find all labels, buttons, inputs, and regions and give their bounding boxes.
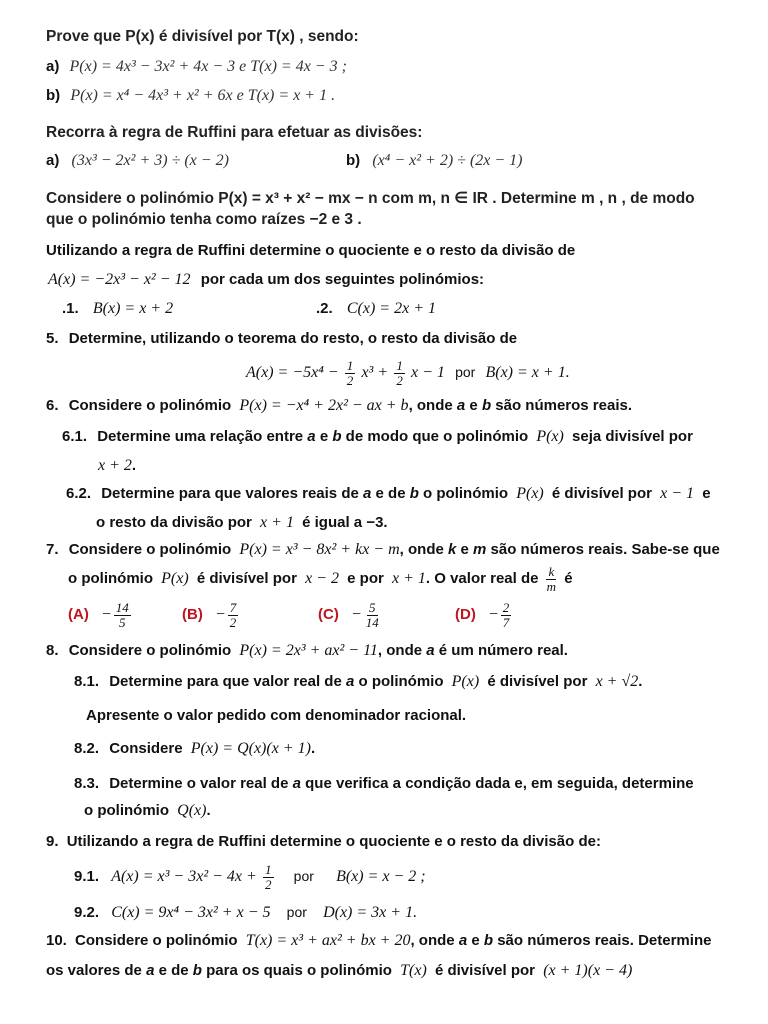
block4-item1 — [62, 299, 173, 319]
q6-1-text-b: de modo que o polinómio — [345, 428, 529, 445]
q7-option-c-sign: − — [351, 606, 362, 623]
q7-frac-num: k — [548, 563, 555, 579]
q7-text-c: são números reais. Sabe-se que — [490, 541, 720, 558]
q9-2-label: 9.2. — [74, 904, 100, 921]
q5-expr-c: x − 1 — [410, 364, 445, 381]
q6-text-a: Considere o polinómio — [68, 397, 232, 414]
q10-line2-var-a: a — [146, 962, 155, 979]
q6-e: e — [469, 397, 478, 414]
q7-option-b-sign: − — [215, 606, 226, 623]
q7-option-c-num: 5 — [369, 599, 376, 615]
q6-2-div: x − 1 — [660, 485, 695, 502]
q6-2-var-b: b — [409, 485, 419, 502]
q7-option-a-label: (A) — [68, 606, 89, 623]
q8-1-text-c: é divisível por — [487, 673, 588, 690]
q7-option-d-den: 7 — [502, 614, 510, 630]
block1-item-a — [46, 57, 347, 77]
q7-line2-a: o polinómio — [68, 570, 153, 587]
q8-1-var-a: a — [345, 673, 355, 690]
q7-option-d-frac — [501, 601, 512, 630]
block1-b-label: b) — [46, 87, 61, 104]
q8-3-text-b: que verifica a condição dada e, em seguida, determine — [305, 775, 694, 792]
q9-line1 — [46, 832, 601, 852]
q7-text-b: , onde — [399, 541, 444, 558]
q8-3-text: Determine o valor real de — [109, 775, 289, 792]
q6-1-label: 6.1. — [62, 428, 88, 445]
q8-2-end: . — [310, 740, 316, 757]
q6-2-line2 — [96, 513, 388, 533]
q9-text: Utilizando a regra de Ruffini determine o quociente e o resto da divisão de: — [66, 833, 601, 850]
q10-line1 — [46, 931, 711, 951]
q7-option-b[interactable] — [182, 598, 240, 632]
q6-1-text-c: seja divisível por — [572, 428, 693, 445]
q8-1-text-b: o polinómio — [358, 673, 444, 690]
q7-option-b-num: 7 — [229, 599, 237, 615]
q5-expr-b: x³ + — [361, 364, 389, 381]
q7-option-d-sign: − — [488, 606, 499, 623]
q8-1-line1 — [74, 672, 642, 692]
q7-option-a-den: 5 — [119, 614, 126, 630]
q8-label: 8. — [46, 642, 59, 659]
block4-line1: Utilizando a regra de Ruffini determine o quociente e o resto da divisão de — [46, 242, 576, 259]
q10-e: e — [471, 932, 480, 949]
block4-poly: A(x) = −2x³ − x² − 12 — [48, 271, 191, 288]
q9-1-expr-b: B(x) = x − 2 ; — [336, 868, 426, 885]
q9-2-expr-b: D(x) = 3x + 1. — [323, 904, 418, 921]
q9-1-label: 9.1. — [74, 868, 100, 885]
q6-1-end: . — [131, 457, 137, 474]
q10-tx: T(x) — [400, 962, 427, 979]
q10-text-a: Considere o polinómio — [75, 932, 238, 949]
block3-line2: que o polinómio tenha como raízes −2 e 3 . — [46, 211, 362, 228]
q6-2-text-c: o polinómio — [423, 485, 509, 502]
block3-line1: Considere o polinómio P(x) = x³ + x² − mx − n com m, n ∈ IR . Determine m , n , de modo — [46, 190, 695, 207]
q10-div: (x + 1)(x − 4) — [543, 962, 633, 979]
q6-1-var-a: a — [307, 428, 316, 445]
q6-label: 6. — [46, 397, 59, 414]
q6-2-text-d: é divisível por — [551, 485, 652, 502]
q7-option-c-den: 14 — [365, 614, 379, 630]
q7-line2-d: . O valor real de — [425, 570, 539, 587]
q5-frac1 — [345, 359, 356, 388]
q6-2-div2: x + 1 — [260, 514, 294, 531]
q7-option-b-den: 2 — [229, 614, 237, 630]
q6-1-div: x + 2 — [98, 457, 132, 474]
q8-var-a: a — [426, 642, 435, 659]
q6-1-px: P(x) — [536, 428, 564, 445]
q6-1-var-b: b — [332, 428, 342, 445]
q8-3-var-a: a — [292, 775, 301, 792]
q7-frac-den: m — [546, 578, 557, 594]
q8-3-label: 8.3. — [74, 775, 100, 792]
q8-3-line2-text: o polinómio — [84, 802, 169, 819]
q6-2-line1 — [66, 484, 711, 504]
block4-line2 — [48, 270, 484, 290]
q8-2-line — [74, 739, 315, 759]
q8-expr: P(x) = 2x³ + ax² − 11 — [239, 642, 378, 659]
q9-1-frac-num: 1 — [265, 861, 272, 877]
q9-label: 9. — [46, 833, 59, 850]
q6-1-text-a: Determine uma relação entre — [97, 428, 304, 445]
block4-item1-expr: B(x) = x + 2 — [92, 300, 174, 317]
q10-text-c: são números reais. Determine — [497, 932, 712, 949]
block2-heading: Recorra à regra de Ruffini para efetuar as divisões: — [46, 124, 423, 141]
block1-a-expr: P(x) = 4x³ − 3x² + 4x − 3 e T(x) = 4x − 3 ; — [69, 58, 347, 75]
q9-1-por: por — [293, 868, 314, 884]
q7-option-b-label: (B) — [182, 606, 203, 623]
q7-option-c-label: (C) — [318, 606, 339, 623]
q7-line2-c: e por — [347, 570, 384, 587]
q6-expr: P(x) = −x⁴ + 2x² − ax + b — [239, 397, 409, 414]
q7-line2-e: é — [564, 570, 573, 587]
block1-heading: Prove que P(x) é divisível por T(x) , sendo: — [46, 28, 359, 45]
q10-line2-a: os valores de — [46, 962, 142, 979]
block2-b-label: b) — [346, 152, 361, 169]
q5-frac1-num: 1 — [346, 357, 354, 373]
q7-line2-b: é divisível por — [196, 570, 297, 587]
q7-label: 7. — [46, 541, 59, 558]
q6-2-e: e — [702, 485, 711, 502]
q5-label: 5. — [46, 330, 59, 347]
q6-2-line2-b: é igual a −3. — [302, 514, 388, 531]
q10-line2-c: para os quais o polinómio — [206, 962, 392, 979]
q5-text: Determine, utilizando o teorema do resto, o resto da divisão de — [68, 330, 518, 347]
q9-2-line — [74, 902, 417, 923]
q7-option-c-frac — [364, 601, 381, 630]
block4-line2-text: por cada um dos seguintes polinómios: — [200, 271, 485, 288]
q7-line1 — [46, 540, 720, 560]
q7-line2 — [68, 563, 573, 595]
q7-option-c[interactable] — [318, 598, 383, 632]
q7-d2: x + 1 — [392, 570, 426, 587]
q7-frac-km — [545, 565, 558, 594]
q7-option-a[interactable] — [68, 598, 133, 632]
q8-1-text-a: Determine para que valor real de — [109, 673, 342, 690]
q7-var-m: m — [473, 541, 487, 558]
block2-item-a — [46, 151, 229, 171]
q5-frac2 — [394, 359, 405, 388]
q8-3-line2 — [84, 801, 211, 821]
q6-1-line2 — [98, 456, 136, 476]
q7-px: P(x) — [161, 570, 189, 587]
block2-a-expr: (3x³ − 2x² + 3) ÷ (x − 2) — [71, 152, 229, 169]
q10-label: 10. — [46, 932, 67, 949]
q10-var-a: a — [458, 932, 468, 949]
q10-line2-var-b: b — [192, 962, 202, 979]
q8-text-a: Considere o polinómio — [68, 642, 232, 659]
block2-b-expr: (x⁴ − x² + 2) ÷ (2x − 1) — [372, 152, 523, 169]
q6-2-label: 6.2. — [66, 485, 92, 502]
q10-line2 — [46, 961, 632, 981]
block4-item1-label: .1. — [62, 300, 79, 317]
q6-line1 — [46, 396, 632, 416]
q5-line1 — [46, 329, 517, 349]
q9-2-expr-a: C(x) = 9x⁴ − 3x² + x − 5 — [111, 904, 271, 921]
q6-2-text-b: e de — [375, 485, 406, 502]
q6-2-line2-a: o resto da divisão por — [96, 514, 252, 531]
q6-text-b: , onde — [408, 397, 453, 414]
block4-item2-label: .2. — [316, 300, 333, 317]
q8-3-q: Q(x) — [177, 802, 207, 819]
q5-frac2-num: 1 — [396, 357, 403, 373]
q7-var-k: k — [448, 541, 457, 558]
q5-frac1-den: 2 — [346, 372, 354, 388]
q7-option-d[interactable] — [455, 598, 513, 632]
q6-text-c: são números reais. — [495, 397, 633, 414]
q7-option-d-num: 2 — [502, 599, 510, 615]
q9-1-frac — [263, 863, 274, 892]
q6-2-text-a: Determine para que valores reais de — [101, 485, 359, 502]
q7-option-a-frac — [114, 601, 131, 630]
q8-2-text: Considere — [109, 740, 183, 757]
q6-1-line1 — [62, 427, 693, 447]
q8-1-line2: Apresente o valor pedido com denominador racional. — [86, 707, 467, 724]
q8-text-c: é um número real. — [438, 642, 568, 659]
q5-expr-d: B(x) = x + 1. — [485, 364, 570, 381]
q8-line1 — [46, 641, 568, 661]
q10-text-b: , onde — [410, 932, 455, 949]
q8-2-expr: P(x) = Q(x)(x + 1) — [190, 740, 311, 757]
q8-1-div: x + √2 — [595, 673, 639, 690]
q10-var-b: b — [483, 932, 494, 949]
q9-1-frac-den: 2 — [265, 876, 272, 892]
q10-expr: T(x) = x³ + ax² + bx + 20 — [245, 932, 411, 949]
q8-1-end: . — [638, 673, 643, 690]
block4-item2 — [316, 299, 436, 319]
q10-line2-b: e de — [158, 962, 189, 979]
q7-text-a: Considere o polinómio — [68, 541, 232, 558]
q8-1-label: 8.1. — [74, 673, 100, 690]
q7-option-b-frac — [228, 601, 239, 630]
q7-option-a-sign: − — [101, 606, 112, 623]
q6-var-a: a — [456, 397, 466, 414]
q5-por: por — [455, 364, 476, 380]
block1-a-label: a) — [46, 58, 60, 75]
q5-formula — [246, 355, 570, 390]
q7-option-d-label: (D) — [455, 606, 476, 623]
q8-text-b: , onde — [377, 642, 423, 659]
q6-1-e: e — [319, 428, 329, 445]
q6-2-var-a: a — [363, 485, 372, 502]
q7-option-a-num: 14 — [115, 599, 129, 615]
q6-var-b: b — [481, 397, 492, 414]
q5-expr-a: A(x) = −5x⁴ − — [246, 364, 339, 381]
q6-2-px: P(x) — [516, 485, 544, 502]
q9-1-expr-a: A(x) = x³ − 3x² − 4x + — [111, 868, 257, 885]
q7-e: e — [460, 541, 469, 558]
block4-item2-expr: C(x) = 2x + 1 — [346, 300, 436, 317]
q7-expr: P(x) = x³ − 8x² + kx − m — [239, 541, 400, 558]
q9-1-line — [74, 858, 426, 895]
block2-a-label: a) — [46, 152, 60, 169]
q5-frac2-den: 2 — [396, 372, 403, 388]
q7-d1: x − 2 — [305, 570, 339, 587]
q8-3-end: . — [206, 802, 211, 819]
q8-3-line1 — [74, 774, 694, 794]
q9-2-por: por — [286, 904, 307, 920]
block1-item-b — [46, 86, 335, 106]
q10-line2-d: é divisível por — [434, 962, 536, 979]
q8-2-label: 8.2. — [74, 740, 100, 757]
block2-item-b — [346, 151, 523, 171]
q8-1-px: P(x) — [451, 673, 480, 690]
block1-b-expr: P(x) = x⁴ − 4x³ + x² + 6x e T(x) = x + 1 . — [70, 87, 336, 104]
